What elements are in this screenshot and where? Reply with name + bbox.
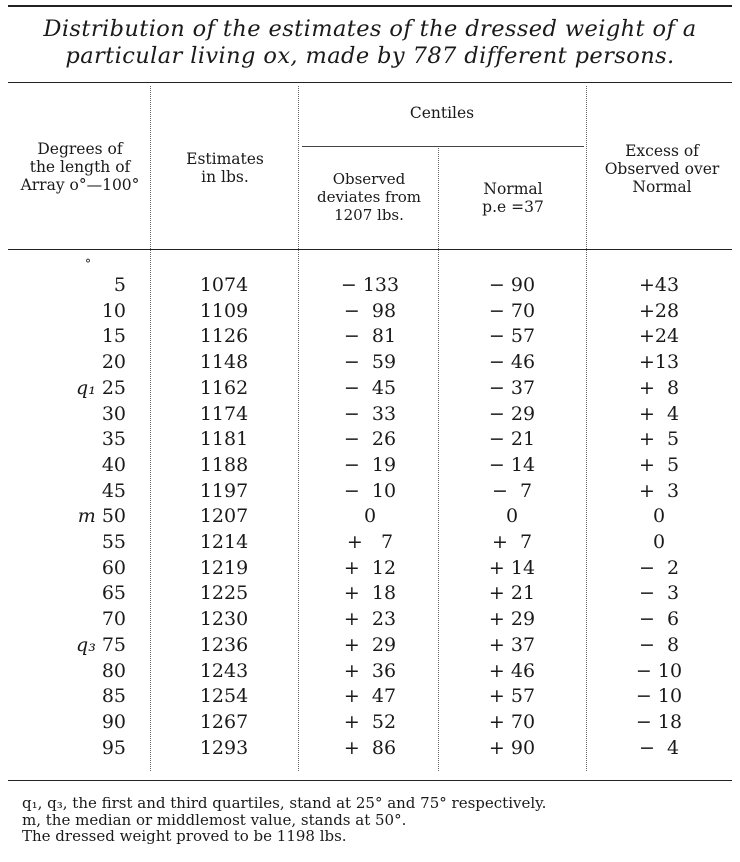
- observed-cell: + 12: [343, 557, 397, 579]
- table-title: [10, 16, 730, 70]
- observed-cell: + 18: [343, 582, 397, 604]
- normal-cell: + 70: [488, 711, 536, 733]
- degree-value: 60: [101, 557, 126, 579]
- estimate-cell: 1236: [199, 634, 249, 656]
- excess-cell: + 8: [638, 377, 680, 399]
- degree-value: 90: [101, 711, 126, 733]
- degree-value: 55: [101, 531, 126, 553]
- degree-cell: [10, 581, 126, 605]
- estimate-cell: 1267: [199, 711, 249, 733]
- column-divider-2: [298, 86, 299, 771]
- normal-cell: + 14: [488, 557, 536, 579]
- degree-cell: [10, 504, 126, 528]
- footnote-median: m, the median or middlemost value, stands at 50°.: [22, 810, 407, 829]
- normal-cell: − 7: [491, 480, 533, 502]
- observed-cell: + 29: [343, 634, 397, 656]
- estimate-cell: 1214: [199, 531, 249, 553]
- observed-cell: + 23: [343, 608, 397, 630]
- excess-cell: + 4: [638, 403, 680, 425]
- observed-cell: + 86: [343, 737, 397, 759]
- top-rule: [8, 5, 732, 7]
- degree-cell: [10, 659, 126, 683]
- degrees-header: Degrees of the length of Array o°—100°: [20, 140, 140, 194]
- observed-cell: − 33: [343, 403, 397, 425]
- excess-cell: − 4: [638, 737, 680, 759]
- degree-value: 95: [101, 737, 126, 759]
- estimate-cell: 1207: [199, 505, 249, 527]
- estimate-cell: 1148: [199, 351, 249, 373]
- excess-cell: + 5: [638, 428, 680, 450]
- normal-cell: − 29: [488, 403, 536, 425]
- observed-cell: − 10: [343, 480, 397, 502]
- normal-cell: + 29: [488, 608, 536, 630]
- normal-cell: − 14: [488, 454, 536, 476]
- excess-cell: − 10: [635, 660, 683, 682]
- degree-cell: [10, 376, 126, 400]
- degree-cell: [10, 402, 126, 426]
- degree-cell: [10, 633, 126, 657]
- estimate-cell: 1181: [199, 428, 249, 450]
- degree-cell: [10, 299, 126, 323]
- observed-cell: + 52: [343, 711, 397, 733]
- title-line-2: particular living ox, made by 787 different persons.: [65, 43, 675, 69]
- degree-cell: [10, 607, 126, 631]
- column-divider-3: [438, 146, 439, 771]
- observed-cell: − 133: [340, 274, 400, 296]
- header-top-rule: [8, 82, 732, 83]
- observed-cell: − 81: [343, 325, 397, 347]
- header-bottom-rule: [8, 249, 732, 250]
- observed-cell: 0: [363, 505, 377, 527]
- row-marker: q₁: [76, 377, 96, 399]
- normal-cell: 0: [505, 505, 519, 527]
- degree-cell: [10, 556, 126, 580]
- estimate-cell: 1293: [199, 737, 249, 759]
- degree-value: 20: [101, 351, 126, 373]
- observed-cell: + 47: [343, 685, 397, 707]
- centiles-header: Centiles: [409, 104, 475, 122]
- excess-cell: +43: [638, 274, 680, 296]
- excess-cell: + 3: [638, 480, 680, 502]
- degree-cell: [10, 350, 126, 374]
- footnote-quartiles: q₁, q₃, the first and third quartiles, stand at 25° and 75° respectively.: [22, 794, 547, 812]
- observed-cell: − 59: [343, 351, 397, 373]
- degree-value: 70: [101, 608, 126, 630]
- degree-value: 85: [101, 685, 126, 707]
- degree-cell: [10, 273, 126, 297]
- degree-symbol: °: [85, 257, 91, 271]
- estimate-cell: 1188: [199, 454, 249, 476]
- observed-cell: + 7: [346, 531, 394, 553]
- estimate-cell: 1174: [199, 403, 249, 425]
- estimate-cell: 1254: [199, 685, 249, 707]
- observed-cell: − 26: [343, 428, 397, 450]
- observed-header: Observed deviates from 1207 lbs.: [316, 170, 422, 224]
- normal-cell: + 21: [488, 582, 536, 604]
- observed-cell: − 45: [343, 377, 397, 399]
- estimate-cell: 1225: [199, 582, 249, 604]
- normal-cell: − 70: [488, 300, 536, 322]
- degree-value: 10: [101, 300, 126, 322]
- excess-cell: − 2: [638, 557, 680, 579]
- excess-cell: 0: [652, 531, 666, 553]
- estimate-cell: 1074: [199, 274, 249, 296]
- footnotes: [22, 795, 546, 845]
- excess-cell: − 3: [638, 582, 680, 604]
- excess-cell: +28: [638, 300, 680, 322]
- degree-value: 65: [101, 582, 126, 604]
- degree-value: 75: [101, 634, 126, 656]
- row-marker: q₃: [76, 634, 96, 656]
- degree-cell: [10, 453, 126, 477]
- estimates-header: Estimates in lbs.: [186, 150, 264, 186]
- degree-cell: [10, 684, 126, 708]
- normal-cell: − 46: [488, 351, 536, 373]
- excess-cell: − 8: [638, 634, 680, 656]
- excess-cell: − 6: [638, 608, 680, 630]
- degree-value: 80: [101, 660, 126, 682]
- normal-cell: + 7: [491, 531, 533, 553]
- degree-value: 35: [101, 428, 126, 450]
- normal-cell: − 37: [488, 377, 536, 399]
- footnote-result: The dressed weight proved to be 1198 lbs.: [22, 827, 347, 845]
- estimate-cell: 1219: [199, 557, 249, 579]
- excess-cell: +13: [638, 351, 680, 373]
- degree-value: 45: [101, 480, 126, 502]
- degree-cell: [10, 710, 126, 734]
- normal-cell: − 21: [488, 428, 536, 450]
- degree-value: 25: [101, 377, 126, 399]
- observed-cell: − 19: [343, 454, 397, 476]
- normal-cell: + 37: [488, 634, 536, 656]
- estimate-cell: 1109: [199, 300, 249, 322]
- degree-value: 5: [113, 274, 126, 296]
- observed-cell: − 98: [343, 300, 397, 322]
- excess-header: Excess of Observed over Normal: [604, 142, 720, 196]
- degree-cell: [10, 479, 126, 503]
- normal-cell: − 57: [488, 325, 536, 347]
- degree-cell: [10, 530, 126, 554]
- footer-rule: [8, 780, 732, 781]
- normal-cell: − 90: [488, 274, 536, 296]
- degree-cell: [10, 736, 126, 760]
- centiles-underline: [302, 146, 584, 147]
- degree-value: 15: [101, 325, 126, 347]
- degree-cell: [10, 427, 126, 451]
- estimate-cell: 1126: [199, 325, 249, 347]
- estimate-cell: 1197: [199, 480, 249, 502]
- normal-header: Normal p.e =37: [482, 180, 544, 216]
- excess-cell: + 5: [638, 454, 680, 476]
- excess-cell: − 18: [635, 711, 683, 733]
- degree-value: 30: [101, 403, 126, 425]
- degree-cell: [10, 324, 126, 348]
- normal-cell: + 57: [488, 685, 536, 707]
- estimate-cell: 1230: [199, 608, 249, 630]
- degree-value: 40: [101, 454, 126, 476]
- normal-cell: + 46: [488, 660, 536, 682]
- estimate-cell: 1162: [199, 377, 249, 399]
- excess-cell: 0: [652, 505, 666, 527]
- excess-cell: − 10: [635, 685, 683, 707]
- normal-cell: + 90: [488, 737, 536, 759]
- title-line-1: Distribution of the estimates of the dressed weight of a: [43, 16, 697, 42]
- observed-cell: + 36: [343, 660, 397, 682]
- excess-cell: +24: [638, 325, 680, 347]
- degree-value: 50: [101, 505, 126, 527]
- row-marker: m: [77, 505, 96, 527]
- estimate-cell: 1243: [199, 660, 249, 682]
